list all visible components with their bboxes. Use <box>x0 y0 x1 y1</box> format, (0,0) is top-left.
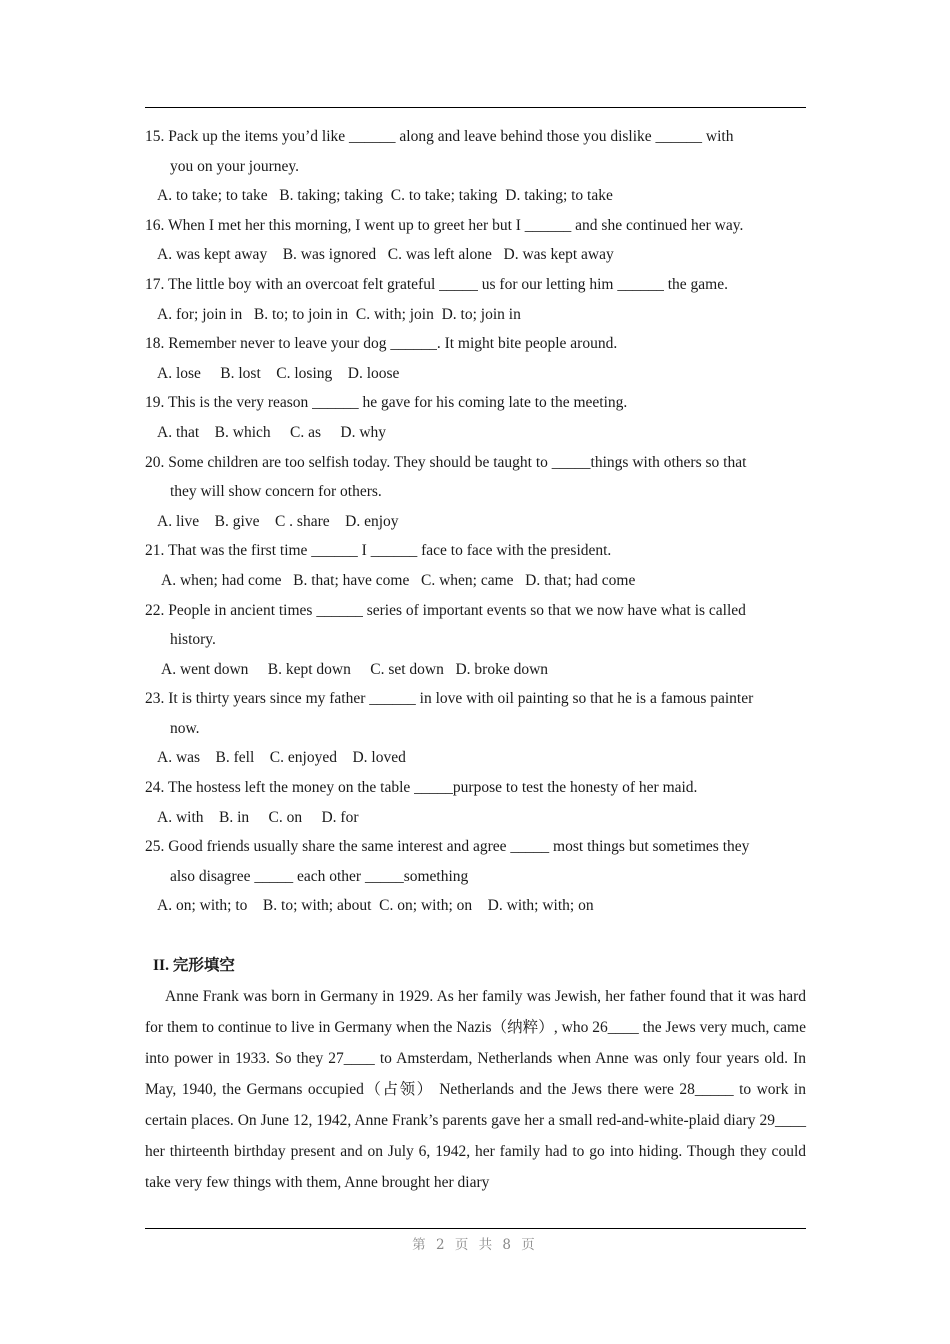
section-title: II. 完形填空 <box>153 957 235 975</box>
question-text: 20. Some children are too selfish today. They should be taught to _____things with others so that <box>145 453 747 471</box>
question-continuation: they will show concern for others. <box>170 483 382 501</box>
question-text: 22. People in ancient times ______ series of important events so that we now have what is called <box>145 601 746 619</box>
header-rule <box>145 107 806 108</box>
question-options: A. to take; to take B. taking; taking C. to take; taking D. taking; to take <box>157 187 613 205</box>
question-stem <box>145 122 806 181</box>
question-text: 16. When I met her this morning, I went up to greet her but I ______ and she continued her way. <box>145 216 744 234</box>
question-list <box>145 122 806 921</box>
question-options: A. lose B. lost C. losing D. loose <box>157 364 400 382</box>
question-text: 25. Good friends usually share the same interest and agree _____ most things but sometimes they <box>145 838 750 856</box>
question-options: A. was kept away B. was ignored C. was left alone D. was kept away <box>157 246 614 264</box>
question-text: 19. This is the very reason ______ he gave for his coming late to the meeting. <box>145 394 628 412</box>
question-stem <box>145 596 806 655</box>
question-stem <box>145 270 806 300</box>
page-content <box>145 122 806 1198</box>
question-stem <box>145 448 806 507</box>
page-number: 第 2 页 共 8 页 <box>412 1237 538 1253</box>
question-options: A. on; with; to B. to; with; about C. on; with; on D. with; with; on <box>157 897 594 915</box>
question-text: 15. Pack up the items you’d like ______ along and leave behind those you dislike ______ with <box>145 128 734 145</box>
question-stem <box>145 773 806 803</box>
question-stem <box>145 388 806 418</box>
question-stem <box>145 684 806 743</box>
question-options: A. that B. which C. as D. why <box>157 423 387 441</box>
question-text: 24. The hostess left the money on the table _____purpose to test the honesty of her maid. <box>145 779 698 797</box>
question-stem <box>145 832 806 891</box>
cloze-passage: Anne Frank was born in Germany in 1929. As her family was Jewish, her father found that it was hard for them to continue to live in Germany when the Nazis（纳粹）, who 26____ the Jews very much, came into power in 1933. So they 27____ to Amsterdam, Netherlands when Anne was only four years old. In May, 1940, the Germans occupied（占领） Netherlands and the Jews there were 28_____ to work in certain places. On June 12, 1942, Anne Frank’s parents gave her a small red-and-white-plaid diary 29____ her thirteenth birthday present and on July 6, 1942, her family had to go into hiding. Though they could take very few things with them, Anne brought her diary <box>145 987 806 1191</box>
question-continuation: you on your journey. <box>170 157 300 175</box>
question-stem <box>145 211 806 241</box>
question-options: A. with B. in C. on D. for <box>157 808 359 826</box>
question-options: A. for; join in B. to; to join in C. with; join D. to; join in <box>157 305 521 323</box>
question-continuation: history. <box>170 631 216 649</box>
question-continuation: now. <box>170 719 200 737</box>
question-options: A. was B. fell C. enjoyed D. loved <box>157 749 406 767</box>
question-text: 21. That was the first time ______ I ______ face to face with the president. <box>145 542 612 560</box>
question-options: A. when; had come B. that; have come C. when; came D. that; had come <box>161 571 636 589</box>
question-options: A. live B. give C . share D. enjoy <box>157 512 399 530</box>
question-text: 18. Remember never to leave your dog ______. It might bite people around. <box>145 335 618 353</box>
footer-rule <box>145 1228 806 1229</box>
question-options: A. went down B. kept down C. set down D. broke down <box>161 660 549 678</box>
question-text: 17. The little boy with an overcoat felt grateful _____ us for our letting him ______ the game. <box>145 275 728 293</box>
question-continuation: also disagree _____ each other _____something <box>170 867 469 885</box>
question-text: 23. It is thirty years since my father ______ in love with oil painting so that he is a famous painter <box>145 690 754 708</box>
question-stem <box>145 536 806 566</box>
question-stem <box>145 329 806 359</box>
